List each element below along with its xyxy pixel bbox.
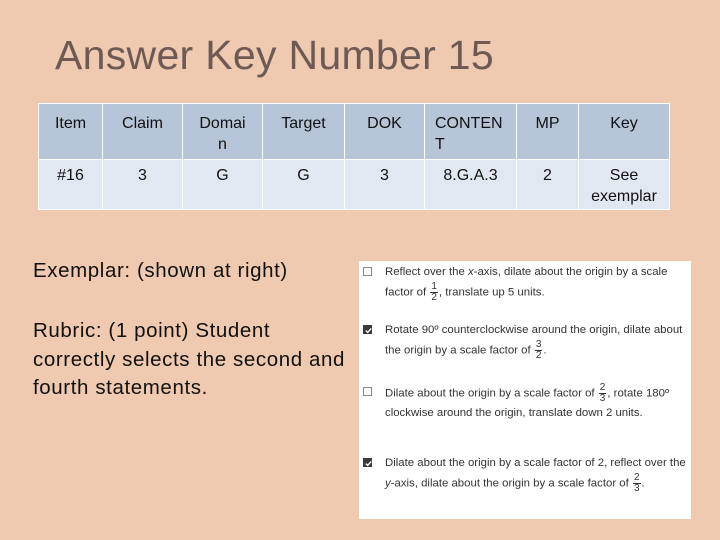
header-mp: MP [517, 104, 579, 160]
header-target: Target [263, 104, 345, 160]
option-2-text: Rotate 90º counterclockwise around the origin, dilate about the origin by a scale factor of $\frac{3}{2}$ . [385, 324, 683, 361]
option-4-text: Dilate about the origin by a scale factor of 2, reflect over the y-axis, dilate about the origin by a scale factor of $\frac{2}{3}$ . [385, 457, 686, 494]
option-1-text: Reflect over the x-axis, dilate about the origin by a scale factor of $\frac{1}{2}$ , translate up 5 units. [385, 266, 668, 303]
exemplar-panel [359, 261, 691, 519]
fraction: $\frac{2}{3}$ [599, 382, 606, 404]
option-3-text: Dilate about the origin by a scale factor of $\frac{2}{3}$ , rotate 180º clockwise around the origin, translate down 2 units. [385, 382, 670, 419]
header-content: CONTEN T [425, 104, 517, 160]
cell-dok: 3 [345, 160, 425, 210]
cell-mp: 2 [517, 160, 579, 210]
cell-key: See exemplar [579, 160, 670, 210]
option-4[interactable] [363, 454, 689, 494]
table-header-row [39, 104, 670, 160]
checkbox-option-3[interactable] [363, 387, 372, 396]
answer-key-table [38, 103, 670, 210]
slide-title: Answer Key Number 15 [55, 32, 494, 78]
exemplar-label: Exemplar: (shown at right) [33, 259, 288, 282]
cell-item: #16 [39, 160, 103, 210]
checkbox-option-1[interactable] [363, 267, 372, 276]
option-3[interactable] [363, 383, 689, 423]
fraction: $\frac{1}{2}$ [431, 281, 437, 303]
cell-content: 8.G.A.3 [425, 160, 517, 210]
table-row [39, 160, 670, 210]
fraction: $\frac{3}{2}$ [535, 339, 542, 361]
check-icon [364, 326, 373, 335]
checkbox-option-4-checked[interactable] [363, 458, 372, 467]
option-1[interactable] [363, 263, 689, 303]
header-dok: DOK [345, 104, 425, 160]
fraction: $\frac{2}{3}$ [633, 472, 640, 494]
option-2[interactable] [363, 321, 689, 361]
check-icon [364, 459, 373, 468]
cell-domain: G [183, 160, 263, 210]
header-domain: Domai n [183, 104, 263, 160]
header-item: Item [39, 104, 103, 160]
header-claim: Claim [103, 104, 183, 160]
rubric-text: Rubric: (1 point) Student correctly selects the second and fourth statements. [33, 319, 346, 399]
cell-claim: 3 [103, 160, 183, 210]
cell-target: G [263, 160, 345, 210]
header-key: Key [579, 104, 670, 160]
checkbox-option-2-checked[interactable] [363, 325, 372, 334]
